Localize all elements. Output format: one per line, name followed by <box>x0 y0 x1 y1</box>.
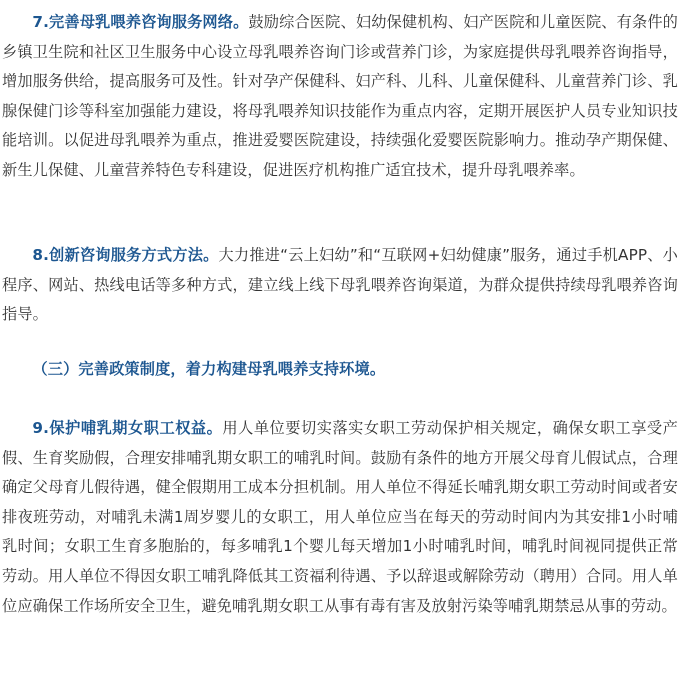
paragraph-8-lead: 8.创新咨询服务方式方法。 <box>32 246 219 264</box>
paragraph-7-body: 鼓励综合医院、妇幼保健机构、妇产医院和儿童医院、有条件的乡镇卫生院和社区卫生服务中心设立母乳喂养咨询门诊或营养门诊，为家庭提供母乳喂养咨询指导，增加服务供给，提高服务可及性。针对孕产保健科、妇产科、儿科、儿童保健科、儿童营养门诊、乳腺保健门诊等科室加强能力建设，将母乳喂养知识技能作为重点内容，定期开展医护人员专业知识技能培训。以促进母乳喂养为重点，推进爱婴医院建设，持续强化爱婴医院影响力。推动孕产期保健、新生儿保健、儿童营养特色专科建设，促进医疗机构推广适宜技术，提升母乳喂养率。 <box>2 13 679 179</box>
paragraph-7-lead: 7.完善母乳喂养咨询服务网络。 <box>32 13 249 31</box>
paragraph-9-lead: 9.保护哺乳期女职工权益。 <box>32 419 223 437</box>
paragraph-8-body: 大力推进“云上妇幼”和“互联网+妇幼健康”服务，通过手机APP、小程序、网站、热线电话等多种方式，建立线上线下母乳喂养咨询渠道，为群众提供持续母乳喂养咨询指导。 <box>2 246 678 324</box>
section-3-heading: （三）完善政策制度，着力构建母乳喂养支持环境。 <box>32 360 386 378</box>
paragraph-9-body: 用人单位要切实落实女职工劳动保护相关规定，确保女职工享受产假、生育奖励假，合理安排哺乳期女职工的哺乳时间。鼓励有条件的地方开展父母育儿假试点，合理确定父母育儿假待遇，健全假期用工成本分担机制。用人单位不得延长哺乳期女职工劳动时间或者安排夜班劳动，对哺乳未满1周岁婴儿的女职工，用人单位应当在每天的劳动时间内为其安排1小时哺乳时间；女职工生育多胞胎的，每多哺乳1个婴儿每天增加1小时哺乳时间，哺乳时间视同提供正常劳动。用人单位不得因女职工哺乳降低其工资福利待遇、予以辞退或解除劳动（聘用）合同。用人单位应确保工作场所安全卫生，避免哺乳期女职工从事有毒有害及放射污染等哺乳期禁忌从事的劳动。 <box>2 419 678 615</box>
paragraph-7 <box>2 8 678 186</box>
paragraph-8 <box>2 241 678 330</box>
paragraph-9 <box>2 414 678 621</box>
